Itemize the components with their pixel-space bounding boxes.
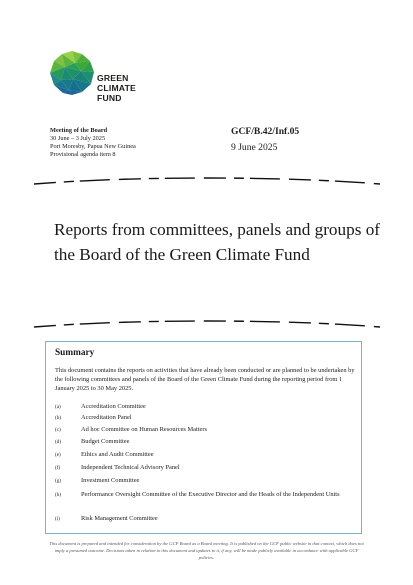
list-item-text: Ethics and Audit Committee bbox=[81, 451, 154, 458]
document-date: 9 June 2025 bbox=[231, 142, 278, 153]
summary-intro: This document contains the reports on activities that have already been conducted or are planned to be undertaken by the following committees and panels of the Board of the Green Climate Fund during the reporting period from 1 January 2025 to 30 May 2025. bbox=[55, 367, 355, 393]
logo-line-1: GREEN bbox=[97, 73, 129, 83]
list-item-label: (e) bbox=[55, 452, 61, 458]
disclaimer-footer: This document is prepared and intended for consideration by the GCF Board as a Board meeting. It is published on the GCF public website in that context, which does not imply a presumed outcome. Decisions taken in relation to this document and updates to it, if any, will be made publicly available in accordance with applicable GCF policies. bbox=[49, 541, 364, 560]
list-item-text: Ad hoc Committee on Human Resources Matters bbox=[81, 426, 208, 433]
list-item-label: (i) bbox=[55, 516, 60, 522]
list-item-label: (h) bbox=[55, 492, 62, 498]
document-title: Reports from committees, panels and groups of the Board of the Green Climate Fund bbox=[54, 220, 381, 264]
list-item-text: Budget Committee bbox=[81, 438, 130, 445]
list-item-label: (f) bbox=[55, 465, 61, 471]
list-item-text: Accreditation Panel bbox=[81, 414, 132, 421]
list-item-label: (g) bbox=[55, 478, 62, 484]
document-code: GCF/B.42/Inf.05 bbox=[231, 126, 300, 137]
summary-heading: Summary bbox=[55, 348, 95, 358]
meeting-dates: 30 June – 3 July 2025 bbox=[50, 135, 106, 143]
meeting-title: Meeting of the Board bbox=[50, 127, 108, 134]
meeting-location: Port Moresby, Papua New Guinea bbox=[50, 143, 136, 151]
meeting-agenda-item: Provisional agenda item 8 bbox=[50, 151, 116, 159]
logo-line-3: FUND bbox=[97, 93, 122, 103]
decorative-divider-bottom bbox=[32, 317, 382, 331]
document-reference bbox=[231, 124, 299, 156]
meeting-info bbox=[50, 127, 136, 159]
list-item-label: (d) bbox=[55, 439, 62, 445]
decorative-divider-top bbox=[32, 174, 382, 188]
logo-line-2: CLIMATE bbox=[97, 83, 136, 93]
list-item-label: (a) bbox=[55, 404, 61, 410]
logo-wordmark bbox=[97, 73, 136, 103]
list-item-label: (b) bbox=[55, 415, 62, 421]
list-item-text: Accreditation Committee bbox=[81, 403, 146, 410]
list-item-text: Risk Management Committee bbox=[81, 515, 158, 522]
gcf-logo-icon bbox=[49, 50, 95, 96]
list-item-text: Performance Oversight Committee of the Executive Director and the Heads of the Independent Units bbox=[81, 491, 340, 498]
list-item-label: (c) bbox=[55, 427, 61, 433]
list-item-text: Investment Committee bbox=[81, 477, 140, 484]
list-item-text: Independent Technical Advisory Panel bbox=[81, 464, 180, 471]
